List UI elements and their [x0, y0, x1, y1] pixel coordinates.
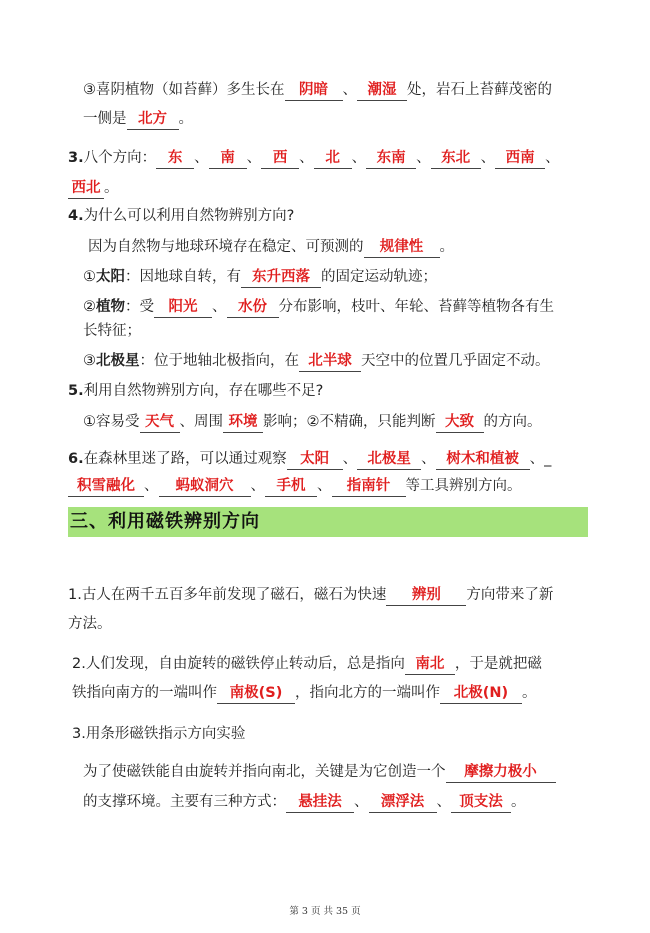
q4-line-plant-2 [83, 320, 141, 342]
answer-blank: 悬挂法 [286, 793, 354, 813]
answer-blank: 积雪融化 [68, 477, 144, 497]
answer-blank: 东升西落 [241, 268, 321, 288]
m1-line-2 [68, 613, 112, 635]
text: 2.人们发现，自由旋转的磁铁停止转动后，总是指向 [72, 656, 405, 672]
answer-blank: 南极(S) [217, 684, 295, 704]
question-number: 4. [68, 208, 84, 224]
answer-blank: 手机 [265, 477, 317, 497]
question-text: 在森林里迷了路，可以通过观察 [83, 451, 287, 467]
label-plant: 植物 [96, 299, 125, 315]
text: 分布影响，枝叶、年轮、苔藓等植物各有生 [278, 299, 554, 315]
answer-blank: 东 [156, 149, 194, 169]
text: 。 [104, 180, 119, 196]
answer-blank: 东北 [431, 149, 481, 169]
q5-answer-line [83, 411, 542, 433]
m2-line-2 [72, 682, 537, 704]
sep: 、_ [529, 451, 552, 467]
q4-question [68, 205, 294, 227]
text: 等工具辨别方向。 [405, 478, 522, 494]
question-number: 3. [68, 150, 84, 166]
moss-line-2 [83, 108, 193, 130]
q4-line-sun [83, 266, 437, 288]
label-sun: 太阳 [96, 269, 125, 285]
text: 。 [522, 685, 537, 701]
section-title: 三、利用磁铁辨别方向 [70, 511, 260, 532]
m1-line-1 [68, 584, 553, 606]
q4-line-rule [88, 236, 454, 258]
m3-line-2 [83, 791, 526, 813]
text: ③ [83, 353, 96, 369]
answer-blank: 天气 [140, 413, 180, 433]
moss-line-1 [83, 79, 552, 101]
answer-blank: 东南 [366, 149, 416, 169]
text: 、周围 [179, 414, 223, 430]
text: ：受 [125, 299, 154, 315]
sep: 、 [351, 150, 367, 166]
q3-line-2 [68, 177, 119, 199]
text: ③喜阴植物（如苔藓）多生长在 [83, 82, 285, 98]
text: 铁指向南方的一端叫作 [72, 685, 217, 701]
sep: 、 [144, 478, 159, 494]
text: ① [83, 269, 96, 285]
question-text: 为什么可以利用自然物辨别方向? [83, 208, 295, 224]
answer-blank: 南北 [405, 655, 455, 675]
text: ，指向北方的一端叫作 [295, 685, 440, 701]
page-footer: 第 3 页 共 35 页 [289, 906, 361, 917]
m3-title [72, 723, 245, 745]
sep: 、 [421, 451, 436, 467]
text: 影响；②不精确，只能判断 [263, 414, 436, 430]
answer-blank: 西 [261, 149, 299, 169]
m3-line-1 [83, 761, 556, 783]
q4-line-star [83, 350, 550, 372]
answer-blank: 太阳 [287, 450, 343, 470]
sep: 、 [250, 478, 265, 494]
sep: 、 [545, 150, 560, 166]
sep: 、 [342, 82, 357, 98]
answer-blank: 水份 [227, 298, 279, 318]
answer-blank: 南 [209, 149, 247, 169]
sep: 、 [480, 150, 496, 166]
sep: 、 [194, 150, 209, 166]
question-number: 5. [68, 383, 84, 399]
answer-blank: 漂浮法 [369, 793, 437, 813]
text: 天空中的位置几乎固定不动。 [361, 353, 550, 369]
text: ：因地球自转，有 [125, 269, 241, 285]
sep: 、 [436, 794, 451, 810]
text: 。 [511, 794, 526, 810]
sep: 、 [299, 150, 314, 166]
question-text: 八个方向： [83, 150, 157, 166]
text: ：位于地轴北极指向，在 [139, 353, 299, 369]
text: 。 [439, 239, 454, 255]
answer-blank: 北 [314, 149, 352, 169]
answer-blank: 北方 [127, 110, 179, 130]
text: ，于是就把磁 [454, 656, 542, 672]
m2-line-1 [72, 653, 542, 675]
text: 因为自然物与地球环境存在稳定、可预测的 [88, 239, 364, 255]
answer-blank: 指南针 [332, 477, 406, 497]
answer-blank: 北半球 [299, 352, 361, 372]
answer-blank: 环境 [223, 413, 263, 433]
text: 。 [178, 111, 193, 127]
answer-blank: 规律性 [364, 238, 440, 258]
question-number: 6. [68, 451, 84, 467]
answer-blank: 北极(N) [440, 684, 522, 704]
text: 3.用条形磁铁指示方向实验 [72, 726, 246, 742]
answer-blank: 树木和植被 [436, 450, 530, 470]
question-text: 利用自然物辨别方向，存在哪些不足? [83, 383, 324, 399]
answer-blank: 大致 [436, 413, 484, 433]
answer-blank: 顶支法 [451, 793, 511, 813]
q3-line-1 [68, 147, 560, 169]
sep: 、 [246, 150, 262, 166]
q6-line-1 [68, 448, 551, 470]
answer-blank: 蚂蚁洞穴 [159, 477, 251, 497]
answer-blank: 摩擦力极小 [446, 763, 556, 783]
q6-line-2 [68, 475, 522, 497]
label-polaris: 北极星 [96, 353, 140, 369]
text: 一侧是 [83, 111, 127, 127]
answer-blank: 阳光 [154, 298, 212, 318]
text: 方法。 [68, 616, 112, 632]
sep: 、 [416, 150, 431, 166]
sep: 、 [317, 478, 332, 494]
answer-blank: 辨别 [386, 586, 466, 606]
text: 的固定运动轨迹； [321, 269, 437, 285]
sep: 、 [212, 299, 227, 315]
answer-blank: 潮湿 [357, 81, 407, 101]
answer-blank: 阴暗 [285, 81, 343, 101]
answer-blank: 北极星 [357, 450, 421, 470]
answer-blank: 西南 [495, 149, 545, 169]
sep: 、 [354, 794, 369, 810]
text: 的支撑环境。主要有三种方式： [83, 794, 286, 810]
text: 为了使磁铁能自由旋转并指向南北，关键是为它创造一个 [83, 764, 446, 780]
text: 方向带来了新 [466, 587, 554, 603]
text: 处，岩石上苔藓茂密的 [407, 82, 552, 98]
text: 的方向。 [483, 414, 542, 430]
text: ② [83, 299, 96, 315]
sep: 、 [342, 451, 358, 467]
text: ①容易受 [83, 414, 140, 430]
answer-blank: 西北 [68, 179, 104, 199]
text: 长特征； [83, 323, 141, 339]
q5-question [68, 380, 323, 402]
q4-line-plant [83, 296, 554, 318]
text: 1.古人在两千五百多年前发现了磁石，磁石为快速 [68, 587, 387, 603]
